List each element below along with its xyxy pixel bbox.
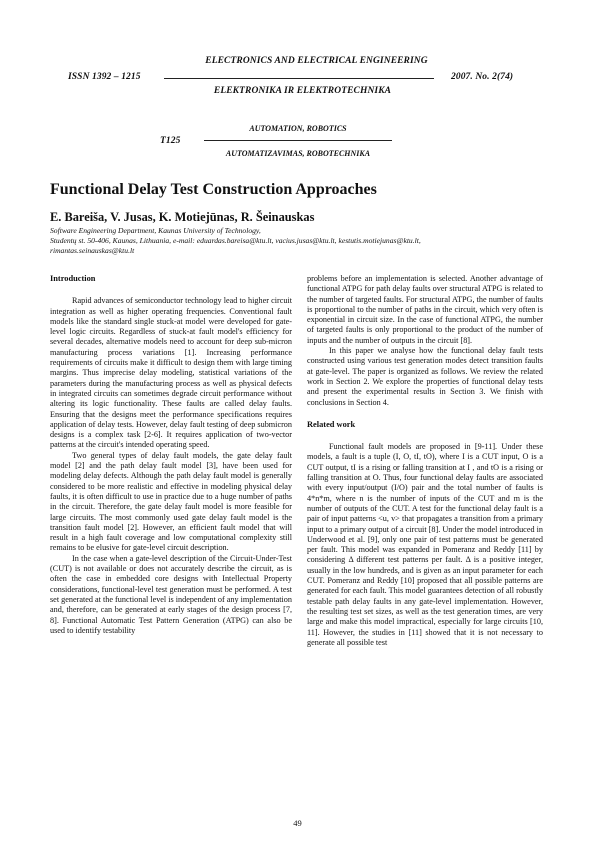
paragraph: problems before an implementation is selected. Another advantage of functional ATPG for path delay faults over structural ATPG is related to the number of targeted faults. For structural ATPG, the number of faults is proportional to the number of paths in the circuit, which very often is exponential in circuit size. In the case of functional ATPG, the number of targeted faults is only proportional to the product of the number of inputs and the number of outputs in the circuit [8]. (307, 274, 543, 345)
left-column (50, 274, 292, 636)
section-name-en: AUTOMATION, ROBOTICS (249, 124, 347, 133)
journal-title-en: ELECTRONICS AND ELECTRICAL ENGINEERING (205, 56, 428, 66)
section-heading-related-work: Related work (307, 419, 356, 429)
issn: ISSN 1392 – 1215 (68, 72, 141, 82)
affiliation (50, 226, 570, 257)
paragraph: Functional fault models are proposed in [9-11]. Under these models, a fault is a tuple (I, O, tI, tO), where I is a CUT input, O is a CUT output, tI is a rising or falling transition at I , and tO is a rising or falling transition at O. Thus, four functional delay faults are associated with every input/output (I/O) pair and the total number of faults is 4*n*m, where n is the number of inputs of the CUT and m is the number of outputs of the CUT. A test for the functional delay fault is a pair of input patterns <u, v> that propagates a transition from a primary input to a primary output of a circuit [8]. Under the model introduced in Underwood et al. [9], only one pair of test patterns must be generated per fault. This model was expanded in Pomeranz and Reddy [11] by considering Δ different test patterns per fault. Δ is a positive integer, usually in the low hundreds, and is given as an input parameter for each CUT. Pomeranz and Reddy [10] proposed that all possible patterns are generated for each fault. This model guarantees detection of all robustly testable path delay faults in any gate-level implementation. However, the resulting test set sizes, as well as the test generation times, are very large and make this model impractical, especially for large circuits [10, 11]. However, the studies in [11] showed that it is not necessary to generate all possible test (307, 442, 543, 647)
header-rule (164, 78, 434, 79)
affiliation-line-3: rimantas.seinauskas@ktu.lt (50, 246, 135, 256)
section-heading-introduction: Introduction (50, 274, 96, 283)
right-column (307, 274, 543, 648)
article-authors: E. Bareiša, V. Jusas, K. Motiejūnas, R. Šeinauskas (50, 210, 315, 224)
paragraph: In this paper we analyse how the functional delay fault tests constructed using various test generation modes detect transition faults at gate-level. The paper is organized as follows. We review the related work in Section 2. We explore the properties of functional delay tests and present the experimental results in Section 3. We finish with conclusions in Section 4. (307, 346, 543, 407)
affiliation-line-1: Software Engineering Department, Kaunas University of Technology, (50, 226, 261, 235)
affiliation-line-2: Studentų st. 50-406, Kaunas, Lithuania, e-mail: eduardas.bareisa@ktu.lt, vacius.jusas@ktu.lt, kestutis.motiejunas@ktu.lt, (50, 236, 421, 246)
article-title: Functional Delay Test Construction Approaches (50, 181, 377, 198)
section-name-lt: AUTOMATIZAVIMAS, ROBOTECHNIKA (225, 149, 371, 158)
section-rule (204, 140, 392, 141)
page-number: 49 (293, 818, 302, 828)
issue-number: 2007. No. 2(74) (451, 72, 514, 82)
paragraph: Rapid advances of semiconductor technology lead to higher circuit integration as well as higher operating frequencies. Conventional fault models like the standard single stuck-at model were developed for gate-level logic circuits. Regardless of stuck-at fault model's efficiency for several decades, alternative models need to account for deep sub-micron manufacturing process variations [1]. Increasing performance requirements of circuits make it difficult to design them with large timing margins. Thus imprecise delay modeling, statistical variations of the parameters during the manufacturing process as well as physical defects in integrated circuits can sometimes degrade circuit performance without altering its logic functionality. These faults are called delay faults. Ensuring that the designs meet the performance specifications requires application of delay tests. However, delay fault testing of deep submicron designs is a complex task [2-6]. It requires application of two-vector patterns at the circuit's intended operating speed. (50, 296, 292, 450)
section-code: T125 (160, 136, 181, 146)
paragraph: In the case when a gate-level description of the Circuit-Under-Test (CUT) is not available or does not accurately describe the circuit, as is often the case in embedded core designs with Intellectual Property considerations, functional-level test generation must be performed. A test set generated at the functional level is independent of any implementation and, therefore, can be generated at early stages of the design process [7, 8]. Functional Automatic Test Pattern Generation (ATPG) can also be used to identify testability (50, 553, 292, 635)
journal-title-lt: ELEKTRONIKA IR ELEKTROTECHNIKA (213, 86, 392, 96)
paragraph: Two general types of delay fault models, the gate delay fault model [2] and the path delay fault model [3], have been used for modeling delay defects. Although the path delay fault model is generally considered to be more realistic and effective in modeling physical delay faults, it is often difficult to use in practice due to a huge number of paths in the circuit. Therefore, the gate delay fault model is more feasible for large circuits. The most commonly used gate delay fault model is the transition fault model [2]. However, an efficient fault model that will result in a high fault coverage and low computational complexity still remains to be elusive for gate-level circuit description. (50, 450, 292, 553)
